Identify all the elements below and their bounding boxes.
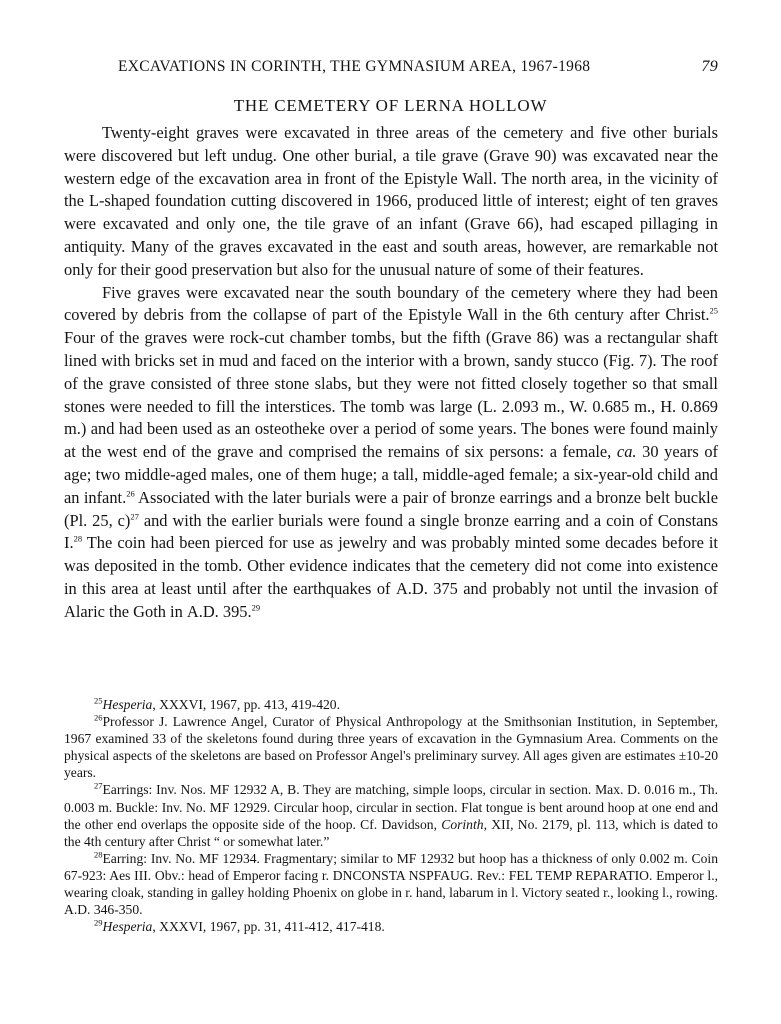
journal-title: Hesperia	[102, 697, 153, 712]
journal-title: Hesperia	[102, 919, 153, 935]
text-run: The coin had been pierced for use as jewelry and was probably minted some decades before it was deposited in the tomb. Other evidence indicates that the cemetery did not come into existence in this area at least until after the earthquakes of	[64, 533, 718, 598]
footnote-29	[64, 918, 718, 935]
italic-run: Corinth	[441, 816, 484, 832]
footnotes	[64, 696, 718, 935]
footnote-27	[64, 781, 718, 849]
small-caps-run: A.D.	[395, 578, 428, 598]
text-run: Five graves were excavated near the south boundary of the cemetery where they had been covered by debris from the collapse of part of the Epistyle Wall in the 6th century after Christ.	[64, 282, 718, 325]
footnote-number: 29	[94, 917, 103, 928]
main-text	[64, 122, 718, 624]
section-title: THE CEMETERY OF LERNA HOLLOW	[233, 96, 548, 115]
small-caps-run: A.D.	[64, 902, 91, 918]
text-run: 395.	[218, 601, 252, 621]
running-header	[118, 58, 718, 82]
paragraph-1: Twenty-eight graves were excavated in three areas of the cemetery and five other burials were discovered but left undug. One other burial, a tile grave (Grave 90) was excavated near the western edge of the excavation area in front of the Epistyle Wall. The north area, in the vicinity of the L-shaped foundation cutting discovered in 1966, produced little of interest; eight of ten graves were excavated and only one, the tile grave of an infant (Grave 66), had escaped pillaging in antiquity. Many of the graves excavated in the east and south areas, however, are remarkable not only for their good preservation but also for the unusual nature of some of their features.	[64, 123, 718, 279]
text-run: Associated with the later burials were a pair of bronze earrings and a bronze belt buckle (Pl. 25, c)	[64, 487, 719, 530]
footnote-26	[64, 713, 718, 781]
footnote-text: Professor J. Lawrence Angel, Curator of Physical Anthropology at the Smithsonian Institution, in September, 1967 examined 33 of the skeletons found during three years of excavation in the Gymnasium Area. Comments on the physical aspects of the skeletons are based on Professor Angel's preliminary survey. All ages given are estimates ±10-20 years.	[64, 714, 718, 781]
footnote-ref: 28	[73, 533, 83, 544]
text-run: 375 and probably not until the invasion of Alaric the Goth in	[64, 578, 719, 621]
text-run: and with the earlier burials were found a single bronze earring and a coin of Constans I.	[64, 510, 718, 553]
footnote-text: , XXXVI, 1967, pp. 413, 419-420.	[152, 697, 341, 712]
footnote-ref: 26	[126, 488, 135, 499]
footnote-ref: 25	[709, 305, 718, 316]
text-run: 30 years of age; two middle-aged males, one of them huge; a tall, middle-aged female; a six-year-old child and an infant.	[64, 442, 719, 507]
footnote-number: 26	[94, 712, 103, 723]
running-title: EXCAVATIONS IN CORINTH, THE GYMNASIUM AREA, 1967-1968	[118, 58, 591, 75]
italic-run: ca.	[616, 442, 637, 462]
page-number: 79	[701, 58, 718, 75]
footnote-ref: 27	[130, 511, 139, 522]
small-caps-run: A.D.	[186, 601, 219, 621]
footnote-number: 28	[94, 849, 103, 860]
footnote-number: 27	[94, 780, 103, 791]
footnote-28	[64, 850, 718, 918]
footnote-text: , XII, No. 2179, pl. 113, which is dated to the 4th century after Christ “ or somewhat later.”	[64, 816, 718, 849]
footnote-25	[64, 696, 718, 713]
footnote-text: , XXXVI, 1967, pp. 31, 411-412, 417-418.	[152, 919, 385, 935]
paragraph-2	[64, 282, 718, 624]
footnote-number: 25	[94, 695, 103, 706]
footnote-text: Earrings: Inv. Nos. MF 12932 A, B. They are matching, simple loops, circular in section. Max. D. 0.016 m., Th. 0.003 m. Buckle: Inv. No. MF 12929. Circular hoop, circular in section. Flat tongue is bent around hoop at one end and the other end overlaps the opposite side of the hoop. Cf. Davidson,	[64, 782, 718, 832]
footnote-text: 346-350.	[90, 902, 143, 918]
footnote-ref: 29	[251, 602, 261, 613]
text-run: Four of the graves were rock-cut chamber tombs, but the fifth (Grave 86) was a rectangular shaft lined with bricks set in mud and faced on the interior with a brown, sandy stucco (Fig. 7). The roof of the grave consisted of three stone slabs, but they were not fitted closely together so that small stones were needed to fill the interstices. The tomb was large (L. 2.093 m., W. 0.685 m., H. 0.869 m.) and had been used as an osteotheke over a period of some years. The bones were found mainly at the west end of the grave and comprised the remains of six persons: a female,	[64, 328, 718, 462]
footnote-text: Earring: Inv. No. MF 12934. Fragmentary; similar to MF 12932 but hoop has a thickness of only 0.002 m. Coin 67-923: Aes III. Obv.: head of Emperor facing r. DNCONSTA NSPFAUG. Rev.: FEL TEMP REPARATIO. Emperor l., wearing cloak, standing in galley holding Phoenix on globe in r. hand, labarum in l. Victory seated r., looking l., rowing.	[64, 850, 718, 901]
